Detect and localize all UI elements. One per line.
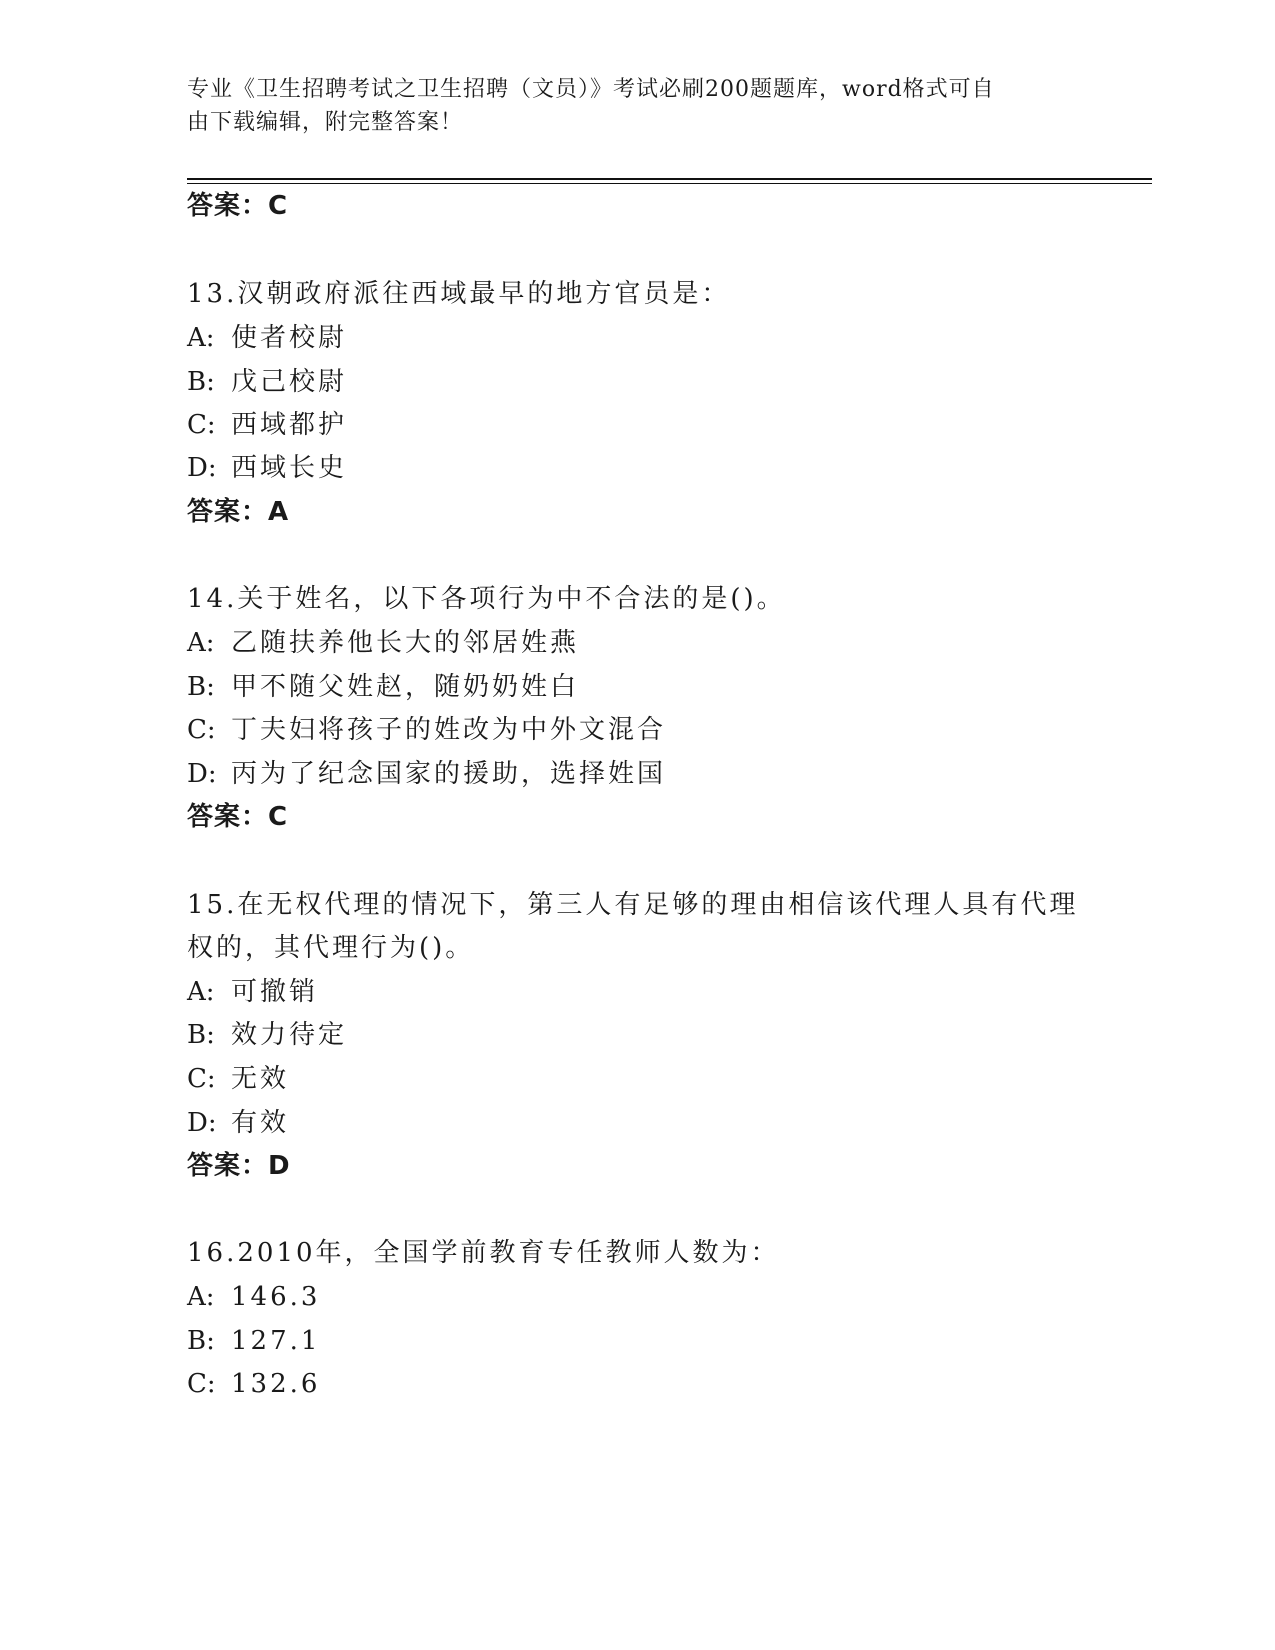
answer-line [187,799,288,835]
answer-line [187,494,289,530]
option-text: 西域都护 [231,410,348,440]
question-number: 14. [187,584,238,614]
answer-prefix: 答案： [187,1151,269,1181]
option-text: 戊己校尉 [231,367,348,397]
option-line [187,625,579,661]
option-line [187,450,347,486]
question-stem [187,276,730,312]
option-text: 丙为了纪念国家的援助，选择姓国 [231,759,667,789]
question-number: 13. [187,279,238,309]
option-letter: A: [187,977,215,1007]
option-line [187,1017,347,1053]
answer-value: A [268,497,290,527]
question-stem [187,887,1078,923]
option-text: 西域长史 [231,453,348,483]
question-stem [187,1235,780,1271]
question-number: 15. [187,890,238,920]
option-text: 丁夫妇将孩子的姓改为中外文混合 [231,715,667,745]
option-text: 乙随扶养他长大的邻居姓燕 [231,628,580,658]
header-line-2: 由下载编辑，附完整答案！ [187,110,464,135]
option-letter: B: [187,367,215,397]
question-text: 汉朝政府派往西域最早的地方官员是： [237,279,731,309]
header-rule-thick [187,178,1152,180]
option-letter: C: [187,410,216,440]
option-letter: A: [187,628,215,658]
option-text: 132.6 [231,1369,321,1399]
option-text: 有效 [231,1108,290,1138]
option-line [187,407,347,443]
option-line [187,974,318,1010]
document-header [187,73,1067,139]
option-line [187,712,666,748]
option-line [187,1323,320,1359]
option-letter: C: [187,1064,216,1094]
question-stem [187,581,786,617]
option-text: 效力待定 [231,1020,348,1050]
option-line [187,756,666,792]
option-text: 127.1 [231,1326,321,1356]
answer-prefix: 答案： [187,802,269,832]
header-line-1: 专业《卫生招聘考试之卫生招聘（文员）》考试必刷200题题库，word格式可自 [187,77,995,102]
option-line [187,1061,289,1097]
option-letter: A: [187,1282,215,1312]
question-stem-continued: 权的，其代理行为()。 [187,933,475,963]
question-number: 16. [187,1238,238,1268]
option-text: 146.3 [231,1282,321,1312]
option-letter: B: [187,1020,215,1050]
option-letter: B: [187,672,215,702]
option-line [187,1366,320,1402]
answer-line [187,1148,291,1184]
option-letter: D: [187,453,217,483]
answer-value: D [268,1151,291,1181]
option-line [187,669,579,705]
option-letter: A: [187,323,215,353]
question-text: 2010年，全国学前教育专任教师人数为： [237,1238,780,1268]
option-line [187,1105,289,1141]
answer-value: C [268,802,289,832]
option-text: 无效 [231,1064,290,1094]
header-rule-thin [187,183,1152,184]
question-text: 在无权代理的情况下，第三人有足够的理由相信该代理人具有代理 [237,890,1079,920]
option-letter: B: [187,1326,215,1356]
answer-prefix: 答案： [187,497,269,527]
option-text: 使者校尉 [231,323,348,353]
option-letter: D: [187,1108,217,1138]
option-letter: C: [187,715,216,745]
option-line [187,320,347,356]
option-text: 甲不随父姓赵，随奶奶姓白 [231,672,580,702]
option-letter: D: [187,759,217,789]
option-line [187,1279,320,1315]
option-text: 可撤销 [231,977,319,1007]
answer-value: C [268,191,289,221]
answer-line [187,188,288,224]
question-text: 关于姓名，以下各项行为中不合法的是()。 [237,584,786,614]
option-line [187,364,347,400]
option-letter: C: [187,1369,216,1399]
answer-prefix: 答案： [187,191,269,221]
